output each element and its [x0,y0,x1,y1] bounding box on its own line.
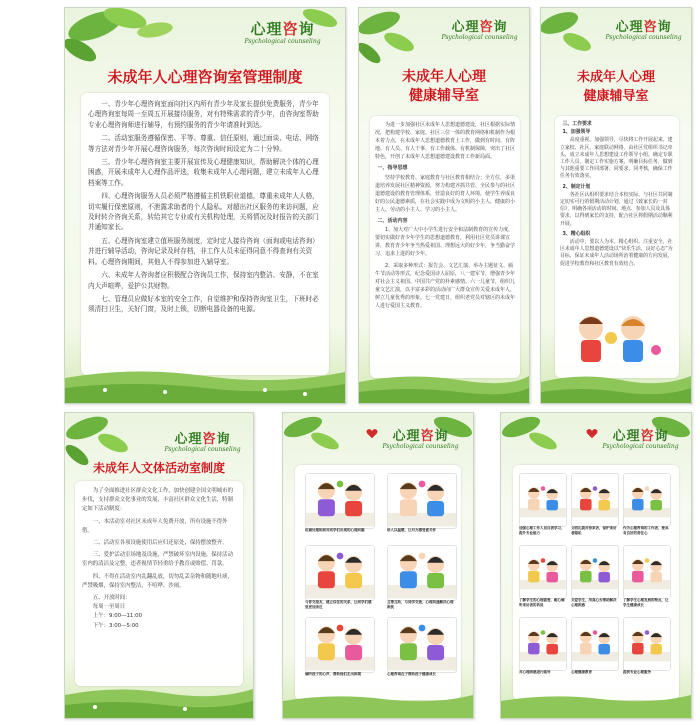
cartoon-caption: 给人以温暖，让对方感受被关怀 [387,528,436,532]
section-heading: 三、工作要求 [562,121,592,127]
intro-text: 为了全面推进社区群众文化工作，加快创建全国文明城市的步伐，支持群众文化事业的发展，丰富社区群众文化生活，特制定如下活动制度： [82,488,233,513]
heart-icon [366,428,378,439]
poster-cartoons-1 [282,412,474,719]
paragraph: 坚持学校教育、家庭教育与社区教育相结合；全方位，多渠道培养发展社区精神资源，努力构建齐抓共管、全民参与的社区道德建设的教育管理体系，营造良好的育人环境，使学生养成良好的公民道德素质，在社会实践中成为文明的小主人、健康的小主人、劳动的小主人、学习的小主人。 [375,174,516,213]
page-title: 未成年人心理 健康辅导室 [576,70,655,104]
paragraph: 活动中，要以人为本，精心组织，注重安全，社区未成年人思想道德建设以“快乐生活，良好心态”为目标，保证未成年人活动场所治着健康的方向发展，促进学校教育和社区教育有效结合。 [560,239,673,267]
paragraph: 一、本活动室对社区未成年人免费开放，所有设施不得外借。 [82,518,228,534]
page-title: 未成年人文体活动室制度 [92,461,225,475]
cartoon-illustration [571,545,619,599]
heart-icon [586,428,598,439]
cartoon-caption: 了解学生的心理需要，耐心倾听来访者的诉说 [519,598,565,607]
paragraph: 五、心理咨询室建立值班服务制度，定时定人接待咨询（面询或电话咨询）并进行辅导活动，咨询记录及时存档，非工作人员未征得同意不得查询有关资料。心理咨询期间，其他人不得参加进入辅导室。 [88,236,319,266]
section-heading: 二、活动内容 [377,218,408,225]
grass-decoration [541,348,691,403]
brand-logo: 心理咨询 Psychological counseling [382,429,459,450]
cartoon-illustration [305,617,375,673]
cartoon-illustration [623,473,671,527]
cartoon-caption: 关爱学生，用真心去帮助解决心理困惑 [571,598,617,607]
paragraph: 四、心理咨询服务人员必须严格遵循主机铁职业道德，尊重未成年人人格，切实履行保密原则，不泄露求助者的个人隐私。对超出社区服务的来访问题，应及时转介咨询关系，转给其它专业或有关机构处理，关将情况及时报告的关部门并通知家长。 [88,192,319,232]
cartoon-illustration [623,617,671,671]
paragraph: 三、爱护活动室场地及设施，严禁破坏室内设施，保持活动室内的清洁及完整，违者视情节轻重给予教育或赔偿、罚款。 [82,552,233,568]
poster-guidance-room-1 [358,7,530,404]
cartoon-illustration [387,545,457,601]
cartoon-illustration [571,473,619,527]
poster-cartoons-2 [500,412,692,719]
paragraph: 二、活动室各项设施使用后应归还原处，保持摆放整齐。 [92,540,228,547]
section-heading: 3、精心组织 [562,230,591,237]
cartoon-caption: 与你交朋友，建立信任的关系，让同学们感觉更加亲近 [305,600,372,609]
hours-title: 五、开放时间： [92,595,131,602]
brand-logo: 心理咨询 Psychological counseling [602,429,679,450]
cartoon-caption: 提供专业心理服务 [623,670,651,674]
paragraph: 三、青少年心理咨询室主要开展宣传及心理健康知识，帮助解决个体的心理困惑，开展未成年人心理作品评选，收集未成年人心理问题，建立未成年人心理档案等工作。 [88,158,319,187]
content-card [370,116,520,378]
cartoon-illustration [519,473,567,527]
paragraph: 2、采取多种形式：报告会、文艺汇演、举办主题征文、硕牛节活动等形式，纪念爱国诗人屈原，八一建军节，增强青少年对社会主义祖国、中国共产党的朴素感情。六一儿童节，组织儿童文艺汇演，以丰富多彩的活动向广大群众宣传关爱未成年人，树立儿童优秀的形象。七一党建日，组织老党员对辖区的未成年人进行爱国主义教育。 [375,262,516,309]
cartoon-caption: 倾听孩子的心声，帮助他们走出困境 [305,672,361,676]
cartoon-caption: 对心理困惑进行疏导 [519,670,551,674]
paragraph: 六、未成年人咨询者应积极配合咨询员工作，保持室内整洁、安静，不在室内大声喧哗，爱护公共财物。 [88,271,319,290]
brand-logo: 心理咨询 Psychological counseling [244,20,321,45]
cartoon-illustration [519,545,567,599]
brand-logo: 心理咨询 Psychological counseling [441,20,518,41]
content-card [555,116,679,378]
paragraph: 1、加大对广大中小学生进行安全和法制教育的宣传力度，要切实做好青少年学生的思想道德教育，利用社区党员讲课宣讲，教育青少年争当热爱祖国、理想远大的好少年，争当勤奋学习、追求上进的好少年。 [375,227,516,258]
cartoon-illustration [305,545,375,601]
cartoon-caption: 文明礼貌对待来访，保护来访者隐私 [571,526,617,535]
cartoon-caption: 了解学生心理发展的特点，让学生健康成长 [623,598,669,607]
cartoon-caption: 作为心理咨询的工作者，要具有良好的责任心 [623,526,669,535]
poster-guidance-room-2 [540,7,692,404]
cartoon-caption: 心理健康教育 [571,670,592,674]
grass-decoration [65,663,253,718]
poster-activity-rules [64,412,254,719]
brand-logo: 心理咨询 Psychological counseling [605,20,682,41]
cartoon-illustration [571,617,619,671]
page-title: 未成年人心理咨询室管理制度 [107,68,303,86]
hours-morning: 上午：9:00—11:00 [92,613,142,620]
paragraph: 为进一步加强社区未成年人思想道德建设，社区根据实际情况，把构建学校、家庭、社区三位一体的教育网络和机制作为根本着力点，在未成年人思想道德教育上工作，做到有时间、有阵地、有人员、有人干事、有工作载体、有机制保障，突出了社区特色，开创了未成年人思想道德建设教育工作新局面。 [375,122,516,161]
grass-decoration [65,348,345,403]
paragraph: 高度重视，加强领导，尽快将工作开展起来，建立家校、社区、家庭联动网络，由社区党组织书记牵头，成立未成年人思想建设工作领导小组，确定专职工作人员，制定工作实施方案，明确目标任务，做到与其他重要工作同部署、同要求、同考核，确保工作任务有效落实。 [560,137,673,180]
cartoon-illustration [387,473,457,529]
cartoon-illustration [387,617,457,673]
grass-decoration [359,348,529,403]
cartoon-caption: 加强心理工作人员自我学习，提升专业能力 [519,526,565,535]
content-card [75,481,243,686]
content-card [81,93,329,375]
cartoon-caption: 坦诚处理和面对同学们出现的心理问题 [305,528,365,532]
paragraph: 一、青少年心理咨询室面向社区内所有青少年及家长提供免费服务，青少年心理咨询室每周一至周五开展接待服务，对有特殊需求的青少年，由咨询室帮助专业心理咨询师进行辅导，有预约服务的青少年请准时到达。 [88,100,319,129]
cartoon-caption: 心理咨询在于帮助孩子健康成长 [387,672,436,676]
paragraph: 二、活动室服务遵循保密、平等、尊重、信任原则，通过面谈、电话、网络等方法对青少年开展心理咨询服务，每次咨询时间设定为二十分钟。 [88,134,319,153]
cartoon-illustration [519,617,567,671]
paragraph: 四、不得在活动室内乱翻乱放，切勿乱丢杂物和随地吐痰，严禁吸烟，保持室内整洁，不喧哗、沙闹。 [82,573,233,589]
hours-afternoon: 下午：3:00—5:00 [92,622,139,629]
paragraph: 各社区认组织要求结合本校实际，与社区共同制定切实可行的假期活动计划，通过《致家长的一封信》，明确各项活动的时间、地点、参加人员及具体要求，以得到家长的支持，配合社区将假期活动顺利开展。 [560,191,673,227]
page-title: 未成年人心理 健康辅导室 [402,69,486,104]
section-heading: 2、制定计划 [562,183,591,190]
brand-logo: 心理咨询 Psychological counseling [164,432,241,453]
section-heading: 1、加强领导 [562,129,591,136]
cartoon-illustration [623,545,671,599]
cartoon-illustration [305,473,375,529]
section-heading: 一、指导思想 [377,165,408,172]
hours-days: 每周一至周日 [92,604,126,611]
cartoon-caption: 互帮互助，与同学交流，心理沟通解决心理困扰 [387,600,454,609]
paragraph: 七、管理员应做好本室的安全工作，自觉维护和保持咨询室卫生，下班时必须清扫卫生，关好门窗，及时上锁，切断电器设备的电源。 [88,294,319,314]
poster-management-rules [64,7,346,404]
